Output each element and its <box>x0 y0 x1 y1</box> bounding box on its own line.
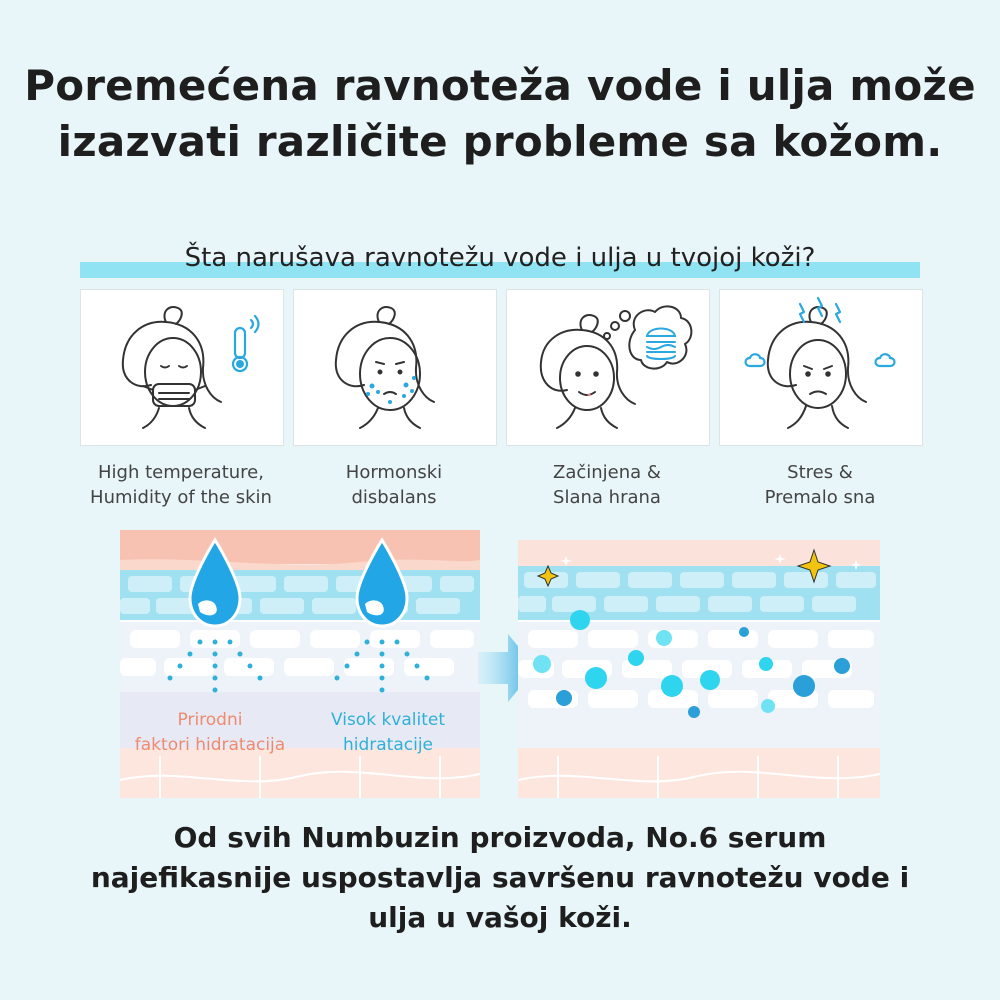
conclusion-line-1: Od svih Numbuzin proizvoda, No.6 serum <box>173 821 827 854</box>
conclusion-line-2: najefikasnije uspostavlja savršenu ravnotežu vode i <box>90 861 910 894</box>
label-line-1: Visok kvalitet <box>330 710 446 730</box>
skin-diagram-after <box>518 540 880 798</box>
acne-face-icon <box>294 290 496 445</box>
skin-diagram-before <box>120 530 480 798</box>
mask-thermometer-icon <box>81 290 283 445</box>
stressed-face-icon <box>720 290 922 445</box>
conclusion <box>0 818 1000 938</box>
cause-card-food <box>506 289 710 446</box>
cause-card-temperature <box>80 289 284 446</box>
caption-line-1: High temperature, <box>98 462 264 483</box>
label-line-1: Prirodni <box>177 710 243 730</box>
caption-line-2: Slana hrana <box>553 487 661 508</box>
headline-line-2: izazvati različite probleme sa kožom. <box>57 117 943 166</box>
question-banner <box>80 240 920 280</box>
cause-card-hormones <box>293 289 497 446</box>
cause-caption-food <box>492 460 722 510</box>
headline <box>0 58 1000 170</box>
hydrated-skin-illustration <box>518 540 880 798</box>
cause-caption-hormones <box>279 460 509 510</box>
caption-line-1: Hormonski <box>345 462 443 483</box>
burger-thought-icon <box>507 290 709 445</box>
cause-caption-stress <box>705 460 935 510</box>
caption-line-2: Humidity of the skin <box>90 487 272 508</box>
caption-line-1: Stres & <box>787 462 853 483</box>
cause-caption-temperature <box>66 460 296 510</box>
cause-card-stress <box>719 289 923 446</box>
caption-line-2: disbalans <box>351 487 437 508</box>
question-text: Šta narušava ravnotežu vode i ulja u tvojoj koži? <box>184 243 816 273</box>
caption-line-2: Premalo sna <box>764 487 876 508</box>
headline-line-1: Poremećena ravnoteža vode i ulja može <box>24 61 976 110</box>
caption-line-1: Začinjena & <box>553 462 661 483</box>
natural-hydration-label <box>120 708 300 758</box>
label-line-2: hidratacije <box>342 735 434 755</box>
quality-hydration-label <box>298 708 478 758</box>
conclusion-line-3: ulja u vašoj koži. <box>368 901 632 934</box>
label-line-2: faktori hidratacija <box>134 735 286 755</box>
